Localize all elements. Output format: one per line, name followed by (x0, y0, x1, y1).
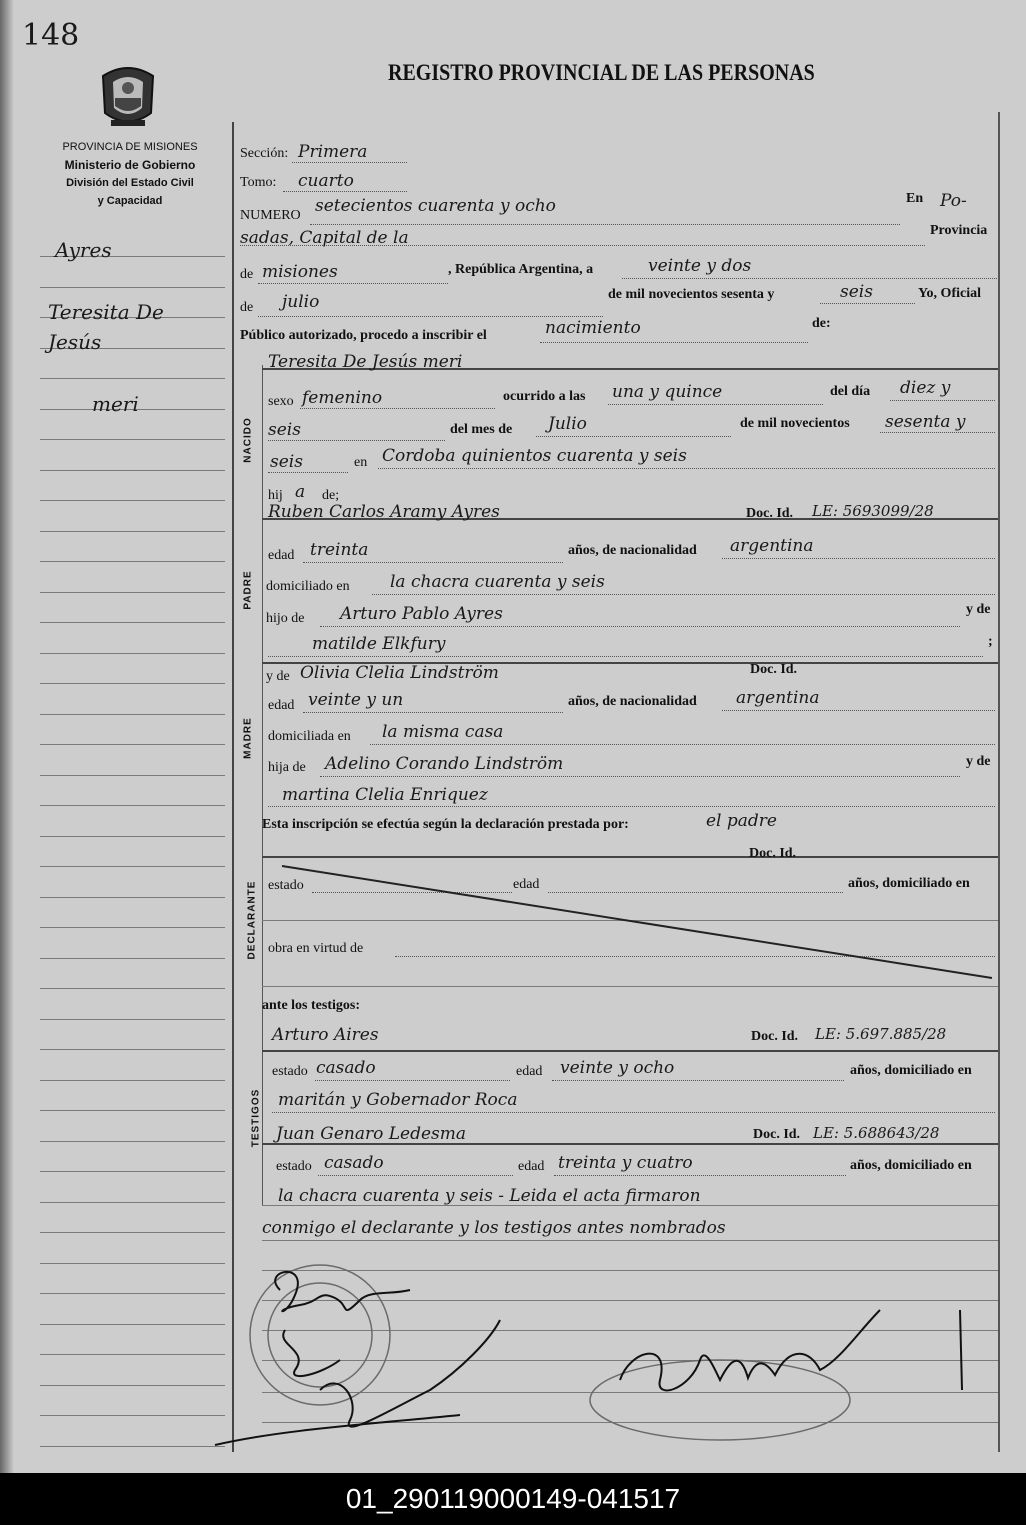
value-testigo1-dom: maritán y Gobernador Roca (278, 1090, 518, 1110)
rule-signature-1 (262, 1240, 998, 1241)
issuer-block (30, 138, 230, 210)
margin-ruled-line (40, 775, 225, 776)
margin-ruled-line (40, 1415, 225, 1416)
dots-anio-nac-cont (268, 472, 348, 473)
margin-ruled-line (40, 1019, 225, 1020)
value-provincia: misiones (262, 262, 338, 282)
margin-ruled-line (40, 378, 225, 379)
value-testigo2-doc: LE: 5.688643/28 (813, 1124, 940, 1142)
label-publico: Público autorizado, procedo a inscribir el (240, 328, 487, 343)
margin-ruled-line (40, 836, 225, 837)
registry-seal-left (250, 1265, 390, 1405)
value-seccion: Primera (298, 142, 368, 162)
value-madre-edad: veinte y un (308, 690, 404, 710)
label-provincia: Provincia (930, 223, 988, 238)
margin-ruled-line (40, 592, 225, 593)
label-testigo1-edad: edad (516, 1064, 543, 1079)
margin-ruled-line (40, 1049, 225, 1050)
value-numero: setecientos cuarenta y ocho (315, 196, 556, 216)
margin-ruled-line (40, 1080, 225, 1081)
label-declarante-edad: edad (513, 877, 540, 892)
label-seccion: Sección: (240, 146, 289, 161)
label-republica: , República Argentina, a (448, 262, 594, 277)
margin-ruled-line (40, 653, 225, 654)
value-sexo: femenino (302, 388, 383, 408)
org-province: PROVINCIA DE MISIONES (62, 141, 198, 153)
label-testigo2-dom: años, domiciliado en (850, 1158, 972, 1173)
label-del-mes: del mes de (450, 422, 513, 437)
dots-padre-nac (722, 558, 995, 559)
label-en-2: en (354, 455, 368, 470)
margin-given-3: meri (92, 392, 139, 416)
side-label-nacido: NACIDO (242, 417, 254, 463)
label-padre-doc: Doc. Id. (746, 506, 794, 521)
label-hij: hij (268, 488, 283, 503)
label-obra: obra en virtud de (268, 941, 364, 956)
value-madre-dom: la misma casa (382, 722, 504, 742)
margin-ruled-line (40, 866, 225, 867)
value-en-cont: Po- (940, 191, 967, 211)
value-dia-cont: seis (268, 420, 301, 440)
dots-madre-dom (370, 744, 995, 745)
margin-ruled-line (40, 1263, 225, 1264)
value-cierre: conmigo el declarante y los testigos antes nombrados (262, 1218, 726, 1238)
signature-testigo (215, 1320, 500, 1445)
margin-ruled-line (40, 988, 225, 989)
label-numero: NUMERO (240, 208, 301, 223)
rule-testigo1-top (262, 1050, 998, 1052)
margin-ruled-line (40, 1141, 225, 1142)
value-testigo2-estado: casado (324, 1153, 384, 1173)
side-label-testigos: TESTIGOS (250, 1088, 262, 1148)
value-madre-madre: martina Clelia Enriquez (282, 785, 488, 805)
dots-anio-nac (880, 432, 995, 433)
binding-shadow (0, 0, 14, 1473)
margin-ruled-line (40, 897, 225, 898)
image-identifier-bar (0, 1473, 1026, 1525)
margin-surname: Ayres (55, 238, 112, 262)
section-rule (262, 365, 263, 1205)
margin-ruled-line (40, 1232, 225, 1233)
dots-tomo (283, 191, 407, 192)
label-padre-edad: edad (268, 548, 295, 563)
side-label-madre: MADRE (242, 717, 254, 759)
value-testigo1-estado: casado (316, 1058, 376, 1078)
margin-ruled-line (40, 1171, 225, 1172)
dots-dia (890, 400, 995, 401)
form-title: REGISTRO PROVINCIAL DE LAS PERSONAS (388, 60, 815, 86)
value-anio-nac: sesenta y (885, 412, 966, 432)
margin-ruled-line (40, 1293, 225, 1294)
value-madre-nombre: Olivia Clelia Lindström (300, 663, 499, 683)
value-declarante: el padre (706, 811, 777, 831)
margin-ruled-line (40, 1354, 225, 1355)
dots-numero (310, 224, 900, 225)
value-ciudad: sadas, Capital de la (240, 228, 409, 248)
dots-madre-madre (268, 806, 995, 807)
value-padre-nombre: Ruben Carlos Aramy Ayres (268, 502, 500, 522)
label-madre-edad: edad (268, 698, 295, 713)
margin-ruled-line (40, 531, 225, 532)
value-testigo2-nombre: Juan Genaro Ledesma (276, 1124, 467, 1144)
dots-padre-edad (303, 562, 563, 563)
value-padre-dom: la chacra cuarenta y seis (390, 572, 605, 592)
value-mes-nac: Julio (548, 414, 587, 434)
margin-ruled-line (40, 744, 225, 745)
dots-madre-nac (722, 710, 995, 711)
margin-ruled-line (40, 470, 225, 471)
label-de: de (240, 267, 254, 282)
signature-oficial (620, 1310, 962, 1390)
label-declarante-doc: Doc. Id. (749, 846, 797, 861)
dots-acto (540, 342, 808, 343)
margin-ruled-line (40, 958, 225, 959)
rule-declarante-bottom (262, 986, 998, 987)
value-padre-padre: Arturo Pablo Ayres (340, 604, 503, 624)
side-label-padre: PADRE (242, 570, 254, 610)
margin-ruled-line (40, 683, 225, 684)
value-padre-nac: argentina (730, 536, 814, 556)
margin-given-1: Teresita De (48, 300, 164, 324)
value-madre-nac: argentina (736, 688, 820, 708)
label-en: En (906, 191, 924, 206)
label-declarante-dom: años, domiciliado en (848, 876, 970, 891)
margin-ruled-line (40, 561, 225, 562)
label-testigo1-doc: Doc. Id. (751, 1029, 799, 1044)
label-madre-doc: Doc. Id. (750, 662, 798, 677)
value-padre-edad: treinta (310, 540, 369, 560)
dots-testigo2-estado (318, 1175, 513, 1176)
dots-sexo (300, 408, 495, 409)
label-declarante-estado: estado (268, 878, 304, 893)
org-ministry: Ministerio de Gobierno (64, 158, 196, 172)
label-declaracion: Esta inscripción se efectúa según la declaración prestada por: (262, 817, 629, 832)
label-de-semi: de; (322, 488, 340, 503)
margin-ruled-line (40, 622, 225, 623)
label-hijo-de: hijo de (266, 611, 305, 626)
margin-ruled-line (40, 1446, 225, 1447)
label-testigo1-dom: años, domiciliado en (850, 1063, 972, 1078)
dots-mes-nac (536, 436, 731, 437)
value-testigo1-nombre: Arturo Aires (272, 1025, 379, 1045)
value-mes: julio (282, 292, 320, 312)
dots-testigo1-dom (272, 1112, 995, 1113)
dots-dia-cont (268, 440, 445, 441)
dots-padre-madre (268, 656, 983, 657)
dots-padre-padre (320, 626, 960, 627)
value-padre-doc: LE: 5693099/28 (812, 502, 934, 520)
margin-ruled-line (40, 805, 225, 806)
org-division: División del Estado Civil (66, 177, 194, 189)
value-madre-padre: Adelino Corando Lindström (325, 754, 564, 774)
label-padre-dom: domiciliado en (266, 579, 350, 594)
value-anio: seis (840, 282, 873, 302)
label-yo-oficial: Yo, Oficial (918, 286, 981, 301)
dots-mes (258, 316, 603, 317)
value-testigo2-dom: la chacra cuarenta y seis - Leida el acta firmaron (278, 1186, 701, 1206)
value-anio-nac-cont: seis (270, 452, 303, 472)
value-testigo2-edad: treinta y cuatro (558, 1153, 693, 1173)
dots-testigo1-edad (552, 1080, 844, 1081)
margin-ruled-line (40, 1385, 225, 1386)
declarante-void-line (262, 856, 998, 986)
label-de-2: de (240, 300, 254, 315)
value-testigo1-edad: veinte y ocho (560, 1058, 675, 1078)
dots-padre-dom (372, 594, 995, 595)
value-hij-suffix: a (295, 482, 306, 502)
org-capacity: y Capacidad (97, 195, 163, 207)
label-hija-de: hija de (268, 760, 306, 775)
label-padre-y-de: y de (966, 602, 991, 617)
label-padre-nac: años, de nacionalidad (568, 543, 697, 558)
registry-seal-right (590, 1360, 850, 1440)
signatures-and-seals (200, 1250, 1000, 1460)
label-de-colon: de: (812, 316, 831, 331)
label-testigo2-edad: edad (518, 1159, 545, 1174)
label-semicolon: ; (988, 634, 993, 649)
dots-lugar-nac (378, 468, 995, 469)
margin-ruled-line (40, 1202, 225, 1203)
dots-madre-padre (320, 776, 960, 777)
margin-ruled-line (40, 714, 225, 715)
label-madre-dom: domiciliada en (268, 729, 351, 744)
side-label-declarante: DECLARANTE (246, 880, 258, 960)
dots-anio (820, 303, 915, 304)
label-testigo2-doc: Doc. Id. (753, 1127, 801, 1142)
margin-ruled-line (40, 439, 225, 440)
label-de-mil-2: de mil novecientos (740, 416, 850, 431)
label-madre-nac: años, de nacionalidad (568, 694, 697, 709)
label-testigo1-estado: estado (272, 1064, 308, 1079)
page-number: 148 (22, 18, 80, 53)
dots-testigo1-estado (315, 1080, 510, 1081)
value-padre-madre: matilde Elkfury (312, 634, 446, 654)
label-ante-testigos: ante los testigos: (262, 998, 360, 1013)
margin-ruled-line (40, 1110, 225, 1111)
dots-testigo2-edad (554, 1175, 846, 1176)
label-ocurrido: ocurrido a las (503, 389, 586, 404)
dots-seccion (292, 162, 407, 163)
margin-ruled-line (40, 287, 225, 288)
margin-ruled-line (40, 500, 225, 501)
margin-ruled-line (40, 1324, 225, 1325)
dots-hora (608, 404, 823, 405)
label-madre-y-de: y de (966, 754, 991, 769)
dots-madre-edad (303, 712, 563, 713)
label-tomo: Tomo: (240, 175, 277, 190)
label-sexo: sexo (268, 394, 294, 409)
value-tomo: cuarto (298, 171, 354, 191)
label-testigo2-estado: estado (276, 1159, 312, 1174)
label-de-mil: de mil novecientos sesenta y (608, 287, 775, 302)
label-del-dia: del día (830, 384, 871, 399)
label-madre-y-de: y de (266, 669, 290, 684)
value-dia-letras: veinte y dos (648, 256, 752, 276)
margin-given-2: Jesús (48, 330, 102, 354)
image-code: 01_290119000149-041517 (345, 1483, 681, 1514)
value-dia: diez y (900, 378, 951, 398)
value-testigo1-doc: LE: 5.697.885/28 (815, 1025, 947, 1043)
dots-fecha (622, 278, 997, 279)
margin-ruled-line (40, 927, 225, 928)
provincial-coat-of-arms (93, 58, 163, 133)
dots-provincia (258, 283, 448, 284)
value-hora: una y quince (612, 382, 723, 402)
value-nombre-nacido: Teresita De Jesús meri (268, 352, 463, 372)
value-lugar-nac: Cordoba quinientos cuarenta y seis (382, 446, 687, 466)
value-acto: nacimiento (545, 318, 641, 338)
